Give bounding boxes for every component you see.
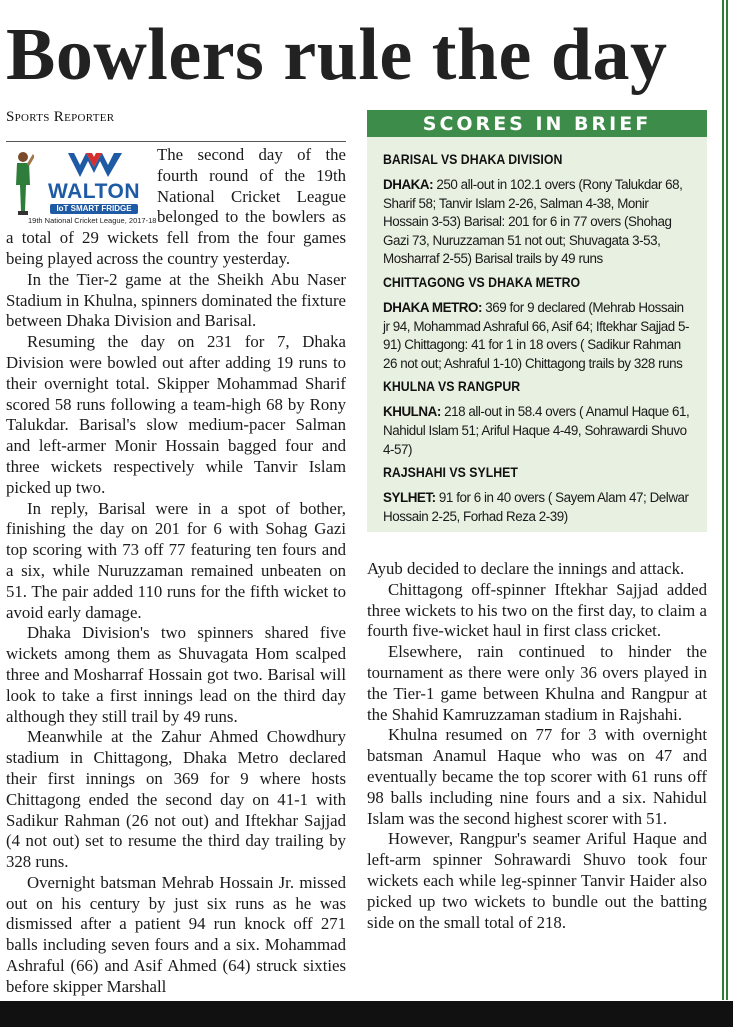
team-label: KHULNA:: [383, 404, 441, 420]
paragraph: Overnight batsman Mehrab Hossain Jr. missed out on his century by just six runs as he was dismissed after a patient 94 run knock off 271 balls including seven fours and a six. Mohammad Ashraful (66) and Asif Ahmed (64) struck sixties before skipper Marshall: [6, 872, 346, 996]
page-edge-rule: [722, 0, 733, 1000]
match-heading: KHULNA VS RANGPUR: [383, 379, 521, 395]
score-detail: 91 for 6 in 40 overs ( Sayem Alam 47; Delwar Hossain 2-25, Forhad Reza 2-39): [383, 490, 689, 524]
walton-sponsor-logo: [6, 147, 157, 225]
team-label: SYLHET:: [383, 490, 436, 506]
article-left-column: [6, 145, 346, 998]
match-score: [383, 489, 693, 526]
paragraph: Meanwhile at the Zahur Ahmed Chowdhury stadium in Chittagong, Dhaka Metro declared their first innings on 369 for 9 where hosts Chittagong ended the second day on 41-1 with Sadikur Rahman (26 not out) and Iftekhar Sajjad (4 not out) set to resume the third day trailing by 328 runs.: [6, 727, 346, 872]
paragraph: In reply, Barisal were in a spot of bother, finishing the day on 201 for 6 with Sohag Gazi top scoring with 73 off 77 featuring ten fours and a six, while Nuruzzaman remained unbeaten on 51. The pair added 110 runs for the fifth wicket to avoid early damage.: [6, 498, 346, 622]
paragraph: The second day of the fourth round of the 19th National Cricket League belonged to the bowlers as a total of 29 wickets fell from the four games being played across the country yesterday.: [6, 145, 346, 268]
page-bottom-bar: [0, 1001, 733, 1027]
match-heading: BARISAL VS DHAKA DIVISION: [383, 152, 563, 167]
score-detail: 369 for 9 declared (Mehrab Hossain jr 94, Mohammad Ashraful 66, Asif 64; Iftekhar Sajjad 5-91) Chittagong: 41 for 1 in 18 overs ( Sadikur Rahman 26 not out; Ashraful 1-10) Chittagong trails by 328 runs: [383, 299, 690, 371]
paragraph: Resuming the day on 231 for 7, Dhaka Division were bowled out after adding 19 runs to their overnight total. Skipper Mohammad Sharif scored 58 runs following a team-high 68 by Rony Talukdar. Barisal's slow medium-pacer Salman and left-armer Monir Hossain bagged four and three wickets respectively while Tanvir Islam picked up two.: [6, 332, 346, 497]
paragraph: However, Rangpur's seamer Ariful Haque and left-arm spinner Sohrawardi Shuvo took four wickets each while leg-spinner Tanvir Haider also picked up two wickets to bundle out the batting side on the small total of 218.: [367, 829, 707, 932]
byline: Sports Reporter: [6, 108, 346, 142]
team-label: DHAKA METRO:: [383, 299, 482, 315]
headline: Bowlers rule the day: [6, 14, 668, 96]
logo-league: 19th National Cricket League, 2017-18: [28, 216, 157, 225]
scores-title: SCORES IN BRIEF: [367, 110, 707, 137]
paragraph: Chittagong off-spinner Iftekhar Sajjad added three wickets to his two on the first day, to claim a fourth five-wicket haul in first class cricket.: [367, 579, 707, 641]
paragraph: Elsewhere, rain continued to hinder the tournament as there were only 36 overs played in the Tier-1 game between Khulna and Rangpur at the Shahid Kamruzzaman stadium in Rajshahi.: [367, 642, 707, 724]
logo-tagline: IoT SMART FRIDGE: [50, 204, 138, 214]
cricketer-icon: [8, 151, 34, 215]
score-detail: 218 all-out in 58.4 overs ( Anamul Haque 61, Nahidul Islam 51; Ariful Haque 4-49, Sohrawardi Shuvo 4-57): [383, 404, 690, 457]
match-heading: CHITTAGONG VS DHAKA METRO: [383, 274, 581, 290]
paragraph: In the Tier-2 game at the Sheikh Abu Naser Stadium in Khulna, spinners dominated the fixture between Dhaka Division and Barisal.: [6, 269, 346, 331]
walton-w-icon: [66, 151, 124, 179]
paragraph: Ayub decided to declare the innings and attack.: [367, 559, 685, 578]
logo-brand: WALTON: [47, 180, 141, 203]
paragraph: Dhaka Division's two spinners shared five wickets among them as Shuvagata Hom scalped three and Mosharraf Hossain got two. Barisal will look to take a first innings lead on the third day although they still trail by 49 runs.: [6, 623, 346, 726]
paragraph: Khulna resumed on 77 for 3 with overnight batsman Anamul Haque who was on 47 and eventually became the top scorer with 61 runs off 98 balls including nine fours and a six. Nahidul Islam was the second highest scorer with 51.: [367, 725, 707, 828]
team-label: DHAKA:: [383, 177, 434, 192]
scores-in-brief-box: [367, 110, 707, 532]
match-score: [383, 299, 693, 373]
match-score: [383, 403, 693, 459]
match-heading: RAJSHAHI VS SYLHET: [383, 465, 518, 481]
article-right-column: [367, 559, 707, 933]
score-detail: 250 all-out in 102.1 overs (Rony Talukdar 68, Sharif 58; Tanvir Islam 2-26, Salman 4-38, Monir Hossain 3-53) Barisal: 201 for 6 in 77 overs (Shohag Gazi 73, Nuruzzaman 51 not out; Shuvagata 3-53, Mosharraf 2-55) Barisal trails by 49 runs: [383, 177, 683, 267]
match-score: [383, 176, 693, 269]
